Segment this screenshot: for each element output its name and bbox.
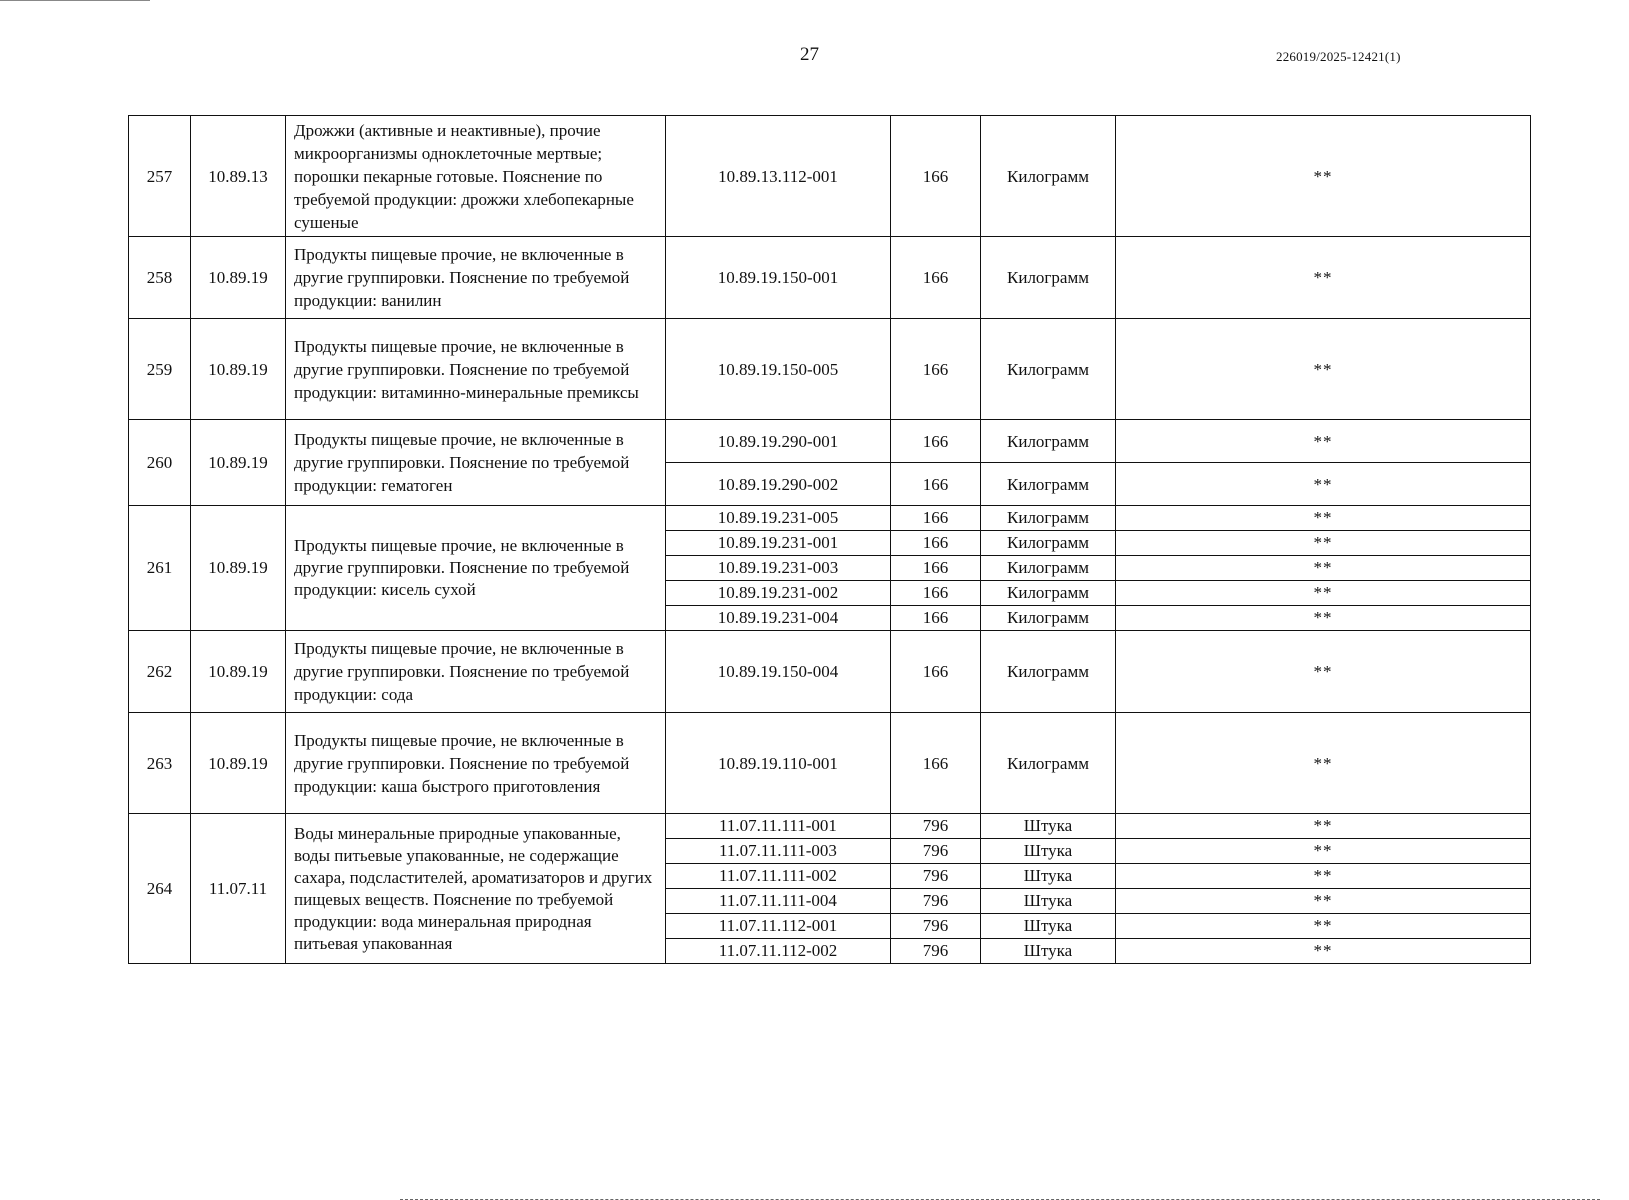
okei-code-cell: 796 [891,939,981,964]
unit-cell: Килограмм [981,463,1116,506]
ktru-code-cell: 10.89.19.290-002 [666,463,891,506]
description-cell: Дрожжи (активные и неактивные), прочие микроорганизмы одноклеточные мертвые; порошки пекарные готовые. Пояснение по требуемой продукции: дрожжи хлебопекарные сушеные [286,116,666,237]
ktru-code-cell: 11.07.11.111-002 [666,864,891,889]
table-row [129,116,1531,237]
row-number-cell: 258 [129,237,191,319]
ktru-code-cell: 10.89.19.231-001 [666,531,891,556]
okei-code-cell: 796 [891,839,981,864]
okei-code-cell: 166 [891,319,981,420]
okpd-code-cell: 10.89.19 [191,506,286,631]
okei-code-cell: 796 [891,814,981,839]
row-number-cell: 262 [129,631,191,713]
okei-code-cell: 796 [891,864,981,889]
row-number-cell: 257 [129,116,191,237]
description-cell: Продукты пищевые прочие, не включенные в другие группировки. Пояснение по требуемой продукции: сода [286,631,666,713]
table-row [129,713,1531,814]
ktru-code-cell: 10.89.19.231-002 [666,581,891,606]
requirement-mark-cell: ** [1116,116,1531,237]
ktru-code-cell: 10.89.19.290-001 [666,420,891,463]
ktru-code-cell: 11.07.11.111-004 [666,889,891,914]
requirement-mark-cell: ** [1116,319,1531,420]
description-cell: Продукты пищевые прочие, не включенные в другие группировки. Пояснение по требуемой продукции: каша быстрого приготовления [286,713,666,814]
ktru-code-cell: 10.89.19.110-001 [666,713,891,814]
requirement-mark-cell: ** [1116,889,1531,914]
unit-cell: Штука [981,814,1116,839]
requirement-mark-cell: ** [1116,237,1531,319]
requirement-mark-cell: ** [1116,606,1531,631]
ktru-code-cell: 11.07.11.112-002 [666,939,891,964]
okei-code-cell: 166 [891,531,981,556]
okei-code-cell: 166 [891,237,981,319]
description-cell: Продукты пищевые прочие, не включенные в другие группировки. Пояснение по требуемой продукции: витаминно-минеральные премиксы [286,319,666,420]
scan-edge-mark [0,0,150,1]
unit-cell: Килограмм [981,420,1116,463]
requirement-mark-cell: ** [1116,631,1531,713]
unit-cell: Килограмм [981,631,1116,713]
table-row [129,631,1531,713]
ktru-code-cell: 10.89.19.150-005 [666,319,891,420]
ktru-code-cell: 10.89.19.231-003 [666,556,891,581]
okei-code-cell: 166 [891,631,981,713]
unit-cell: Штука [981,889,1116,914]
okei-code-cell: 166 [891,420,981,463]
requirement-mark-cell: ** [1116,914,1531,939]
okei-code-cell: 166 [891,116,981,237]
okpd-code-cell: 11.07.11 [191,814,286,964]
okpd-code-cell: 10.89.19 [191,420,286,506]
unit-cell: Килограмм [981,713,1116,814]
unit-cell: Килограмм [981,606,1116,631]
description-cell: Продукты пищевые прочие, не включенные в другие группировки. Пояснение по требуемой продукции: ванилин [286,237,666,319]
unit-cell: Килограмм [981,116,1116,237]
unit-cell: Килограмм [981,556,1116,581]
okei-code-cell: 166 [891,581,981,606]
table-row [129,814,1531,839]
okei-code-cell: 166 [891,506,981,531]
okei-code-cell: 166 [891,556,981,581]
unit-cell: Килограмм [981,531,1116,556]
requirement-mark-cell: ** [1116,839,1531,864]
table-row [129,506,1531,531]
unit-cell: Килограмм [981,581,1116,606]
row-number-cell: 259 [129,319,191,420]
ktru-code-cell: 10.89.19.231-005 [666,506,891,531]
description-cell: Воды минеральные природные упакованные, воды питьевые упакованные, не содержащие сахара, подсластителей, ароматизаторов и других пищевых веществ. Пояснение по требуемой продукции: вода минеральная природная питьевая упакованная [286,814,666,964]
requirement-mark-cell: ** [1116,506,1531,531]
ktru-code-cell: 11.07.11.111-001 [666,814,891,839]
requirement-mark-cell: ** [1116,713,1531,814]
unit-cell: Штука [981,839,1116,864]
okpd-code-cell: 10.89.19 [191,237,286,319]
row-number-cell: 263 [129,713,191,814]
row-number-cell: 264 [129,814,191,964]
unit-cell: Штука [981,939,1116,964]
unit-cell: Килограмм [981,319,1116,420]
table-body [129,116,1531,964]
okei-code-cell: 166 [891,463,981,506]
ktru-code-cell: 11.07.11.111-003 [666,839,891,864]
table-row [129,319,1531,420]
table-row [129,420,1531,463]
okei-code-cell: 166 [891,606,981,631]
table-row [129,237,1531,319]
ktru-code-cell: 11.07.11.112-001 [666,914,891,939]
okei-code-cell: 796 [891,889,981,914]
unit-cell: Штука [981,914,1116,939]
row-number-cell: 261 [129,506,191,631]
ktru-code-cell: 10.89.19.150-001 [666,237,891,319]
okpd-code-cell: 10.89.19 [191,713,286,814]
okpd-code-cell: 10.89.13 [191,116,286,237]
unit-cell: Штука [981,864,1116,889]
requirement-mark-cell: ** [1116,939,1531,964]
ktru-code-cell: 10.89.13.112-001 [666,116,891,237]
unit-cell: Килограмм [981,506,1116,531]
okpd-code-cell: 10.89.19 [191,631,286,713]
requirement-mark-cell: ** [1116,531,1531,556]
page-number: 27 [800,44,819,65]
ktru-code-cell: 10.89.19.150-004 [666,631,891,713]
document-id: 226019/2025-12421(1) [1276,49,1401,64]
requirement-mark-cell: ** [1116,814,1531,839]
procurement-table [128,115,1531,964]
requirement-mark-cell: ** [1116,556,1531,581]
description-cell: Продукты пищевые прочие, не включенные в другие группировки. Пояснение по требуемой продукции: кисель сухой [286,506,666,631]
requirement-mark-cell: ** [1116,420,1531,463]
okpd-code-cell: 10.89.19 [191,319,286,420]
description-cell: Продукты пищевые прочие, не включенные в другие группировки. Пояснение по требуемой продукции: гематоген [286,420,666,506]
okei-code-cell: 796 [891,914,981,939]
ktru-code-cell: 10.89.19.231-004 [666,606,891,631]
okei-code-cell: 166 [891,713,981,814]
row-number-cell: 260 [129,420,191,506]
unit-cell: Килограмм [981,237,1116,319]
requirement-mark-cell: ** [1116,581,1531,606]
requirement-mark-cell: ** [1116,463,1531,506]
requirement-mark-cell: ** [1116,864,1531,889]
